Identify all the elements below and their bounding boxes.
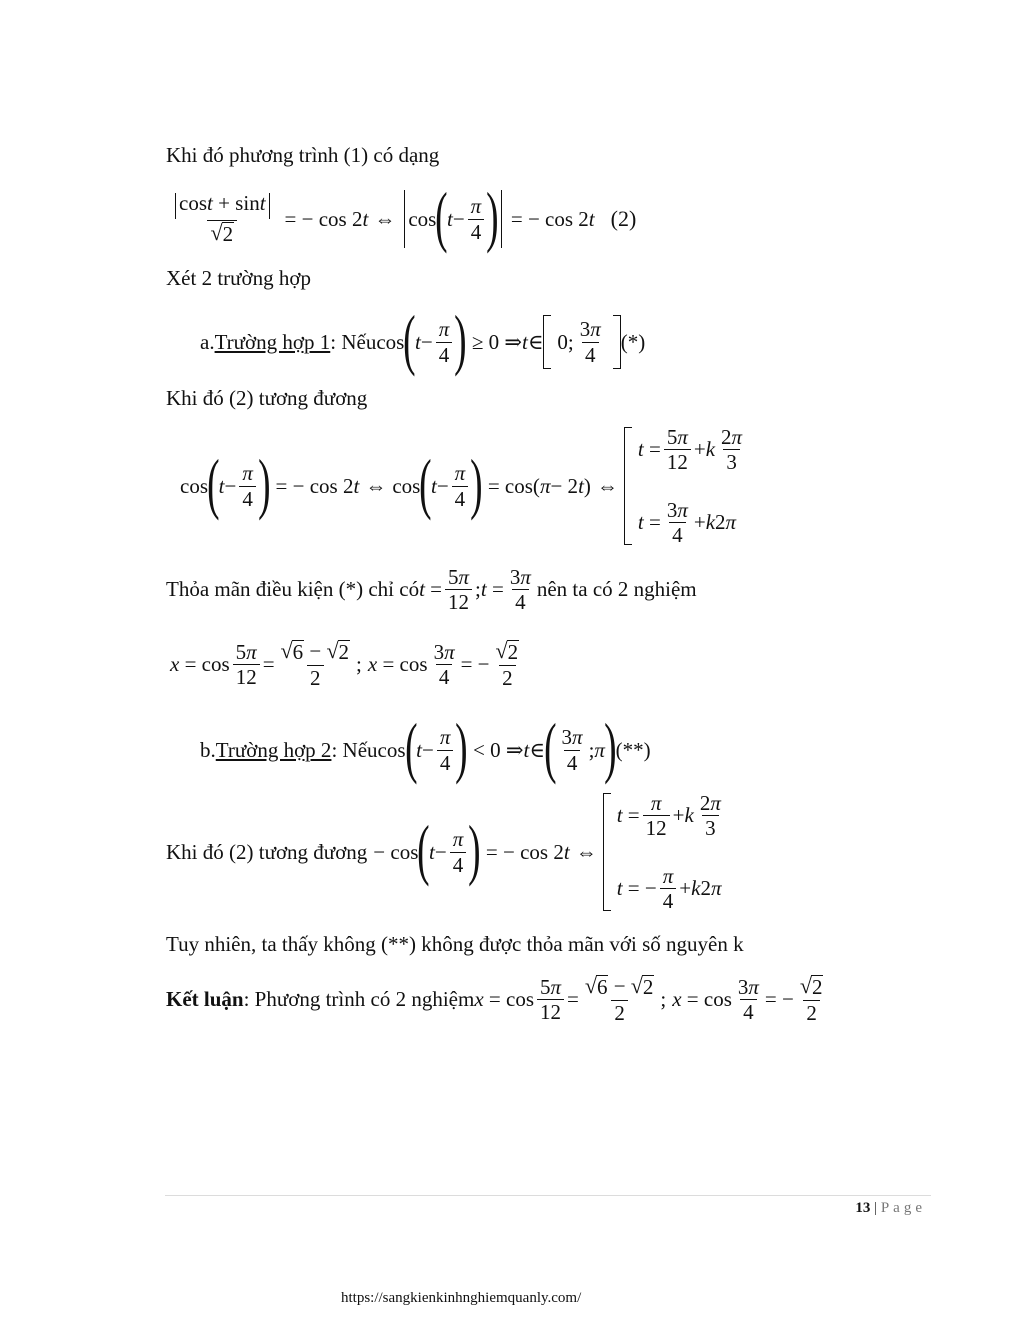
source-url[interactable]: https://sangkienkinhnghiemquanly.com/ bbox=[341, 1290, 582, 1306]
case-b-mid: : Nếu bbox=[331, 737, 378, 762]
cases-text: Xét 2 trường hợp bbox=[166, 266, 311, 290]
satisfy-suffix: nên ta có 2 nghiệm bbox=[536, 577, 697, 602]
case-a-line: a. Trường hợp 1 : Nếu cos ( t − $\frac{\pi}{4}$ ) ≥ 0 ⇒ t ∈ 0; $\frac{3\pi}{4}$ (*) bbox=[200, 301, 646, 377]
conclusion-label: Kết luận bbox=[166, 987, 244, 1012]
conclusion-text: : Phương trình có 2 nghiệm bbox=[243, 987, 475, 1012]
case-b-line: b. Trường hợp 2 : Nếu cos ( t − $\frac{\pi}{4}$ ) < 0 ⇒ t ∈ ( $\frac{3\pi}{4}$ ; π ) (**) bbox=[200, 709, 651, 785]
intro-text: Khi đó phương trình (1) có dạng bbox=[166, 143, 440, 167]
satisfy-prefix: Thỏa mãn điều kiện (*) chỉ có bbox=[166, 577, 420, 602]
equiv-b-text: Khi đó (2) tương đương bbox=[166, 839, 368, 864]
page-separator: | bbox=[870, 1200, 881, 1216]
page-number-block bbox=[855, 1200, 926, 1217]
case-b-prefix: b. bbox=[200, 737, 216, 762]
condition-a: (*) bbox=[620, 329, 646, 354]
case-a-mid: : Nếu bbox=[330, 329, 377, 354]
case-a-label: Trường hợp 1 bbox=[214, 329, 331, 354]
equation-2: cost + sint √ 2 = − cos 2 t ⇔ cos ( t − $\frac{\pi}{4}$ ) = − cos 2 t (2) bbox=[166, 185, 636, 253]
page-number: 13 bbox=[855, 1200, 871, 1216]
solutions-a: x = cos $\frac{5\pi}{12}$ = √ 6 − √ 2 2 ; x = cos $\frac{3\pi}{4}$ = − √ 2 2 bbox=[170, 638, 519, 691]
condition-b: (**) bbox=[615, 737, 651, 762]
case-a-equation: cos ( t − $\frac{\pi}{4}$ ) = − cos 2 t ⇔ cos ( t − $\frac{\pi}{4}$ ) = cos( π − 2 t ) ⇔ t = $\frac{5\pi}{12}$ + k $\frac{2\pi}{3}$ t = $\frac{3\pi}{4}$ + k 2 π bbox=[180, 425, 743, 547]
conclusion-line: Kết luận : Phương trình có 2 nghiệm x = cos $\frac{5\pi}{12}$ = √ 6 − √ 2 2 ; x = cos $\frac{3\pi}{4}$ = − √ 2 2 bbox=[166, 973, 823, 1026]
case-b-label: Trường hợp 2 bbox=[215, 737, 332, 762]
page-word: Page bbox=[880, 1200, 926, 1216]
case-b-equation: Khi đó (2) tương đương − cos ( t − $\frac{\pi}{4}$ ) = − cos 2 t ⇔ t = $\frac{\pi}{12}$ + k $\frac{2\pi}{3}$ t = − $\frac{\pi}{4}$ + k 2 π bbox=[166, 791, 722, 913]
satisfy-line: Thỏa mãn điều kiện (*) chỉ có t = $\frac{5\pi}{12}$ ; t = $\frac{3\pi}{4}$ nên ta có 2 nghiệm bbox=[166, 565, 697, 615]
equiv-a-text: Khi đó (2) tương đương bbox=[166, 386, 368, 410]
case-a-prefix: a. bbox=[200, 329, 215, 354]
however-text: Tuy nhiên, ta thấy không (**) không được thỏa mãn với số nguyên k bbox=[166, 932, 744, 956]
footer-divider bbox=[165, 1195, 931, 1196]
equation-label: (2) bbox=[610, 206, 637, 231]
